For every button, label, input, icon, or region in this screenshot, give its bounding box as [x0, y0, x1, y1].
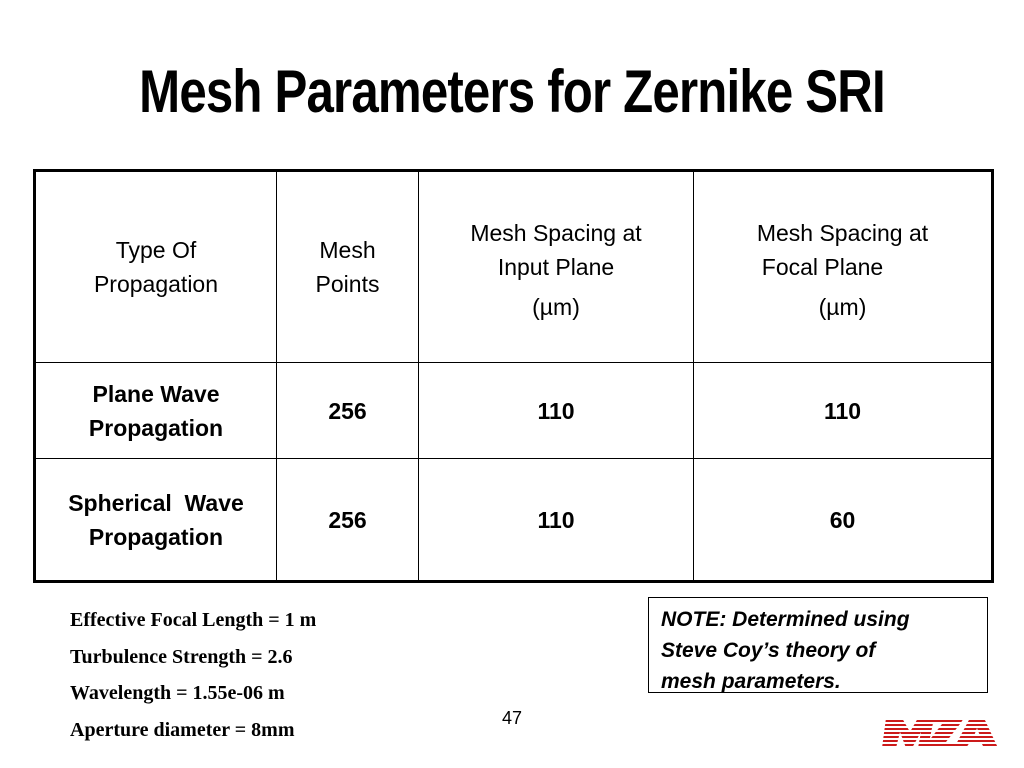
note-line: mesh parameters. [661, 670, 841, 693]
simulation-specs [70, 602, 316, 748]
cell-mesh-points: 256 [277, 459, 419, 582]
note-box [648, 597, 988, 693]
page-number: 47 [501, 708, 523, 728]
mza-logo [880, 716, 1002, 750]
table-header-row [35, 171, 993, 363]
table-row [35, 363, 993, 459]
header-type-of-propagation: Type Of Propagation [35, 171, 277, 363]
spec-focal-length: Effective Focal Length = 1 m [70, 609, 317, 631]
note-line: Steve Coy’s theory of [661, 639, 876, 662]
cell-propagation-type: Plane Wave Propagation [35, 363, 277, 459]
header-input-plane-spacing: Mesh Spacing at Input Plane (µm) [419, 171, 694, 363]
cell-input-spacing: 110 [419, 363, 694, 459]
unit-label: (µm) [818, 294, 867, 320]
header-focal-plane-spacing: Mesh Spacing at Focal Plane (µm) [694, 171, 993, 363]
table-row [35, 459, 993, 582]
mesh-parameters-table [33, 169, 994, 583]
header-mesh-points: Mesh Points [277, 171, 419, 363]
cell-propagation-type: Spherical Wave Propagation [35, 459, 277, 582]
spec-wavelength: Wavelength = 1.55e-06 m [70, 682, 285, 704]
cell-input-spacing: 110 [419, 459, 694, 582]
slide-title: Mesh Parameters for Zernike SRI [139, 58, 885, 125]
spec-turbulence-strength: Turbulence Strength = 2.6 [70, 645, 293, 668]
unit-label: (µm) [532, 294, 580, 320]
cell-focal-spacing: 60 [694, 459, 993, 582]
cell-focal-spacing: 110 [694, 363, 993, 459]
note-line: NOTE: Determined using [661, 608, 910, 631]
spec-aperture-diameter: Aperture diameter = 8mm [70, 718, 295, 741]
cell-mesh-points: 256 [277, 363, 419, 459]
